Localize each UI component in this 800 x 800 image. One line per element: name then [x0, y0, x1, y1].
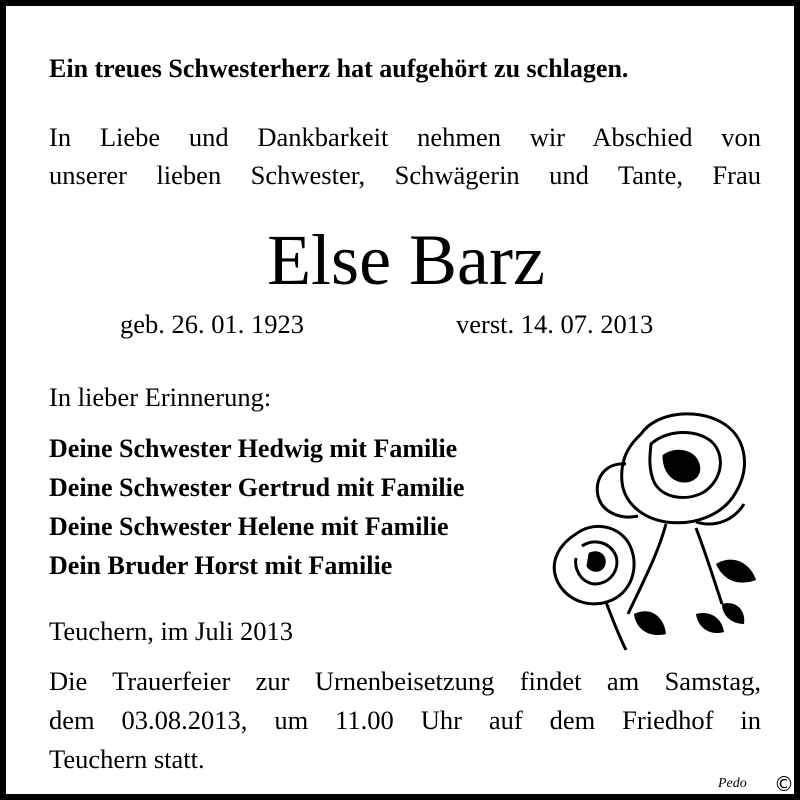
roses-icon: [546, 404, 761, 654]
headline: Ein treues Schwesterherz hat aufgehört zu schlagen.: [49, 54, 629, 83]
funeral-line: Die Trauerfeier zur Urnenbeisetzung findet am Samstag,: [49, 666, 761, 696]
funeral-line: dem 03.08.2013, um 11.00 Uhr auf dem Friedhof in: [49, 705, 761, 735]
family-entry: Deine Schwester Helene mit Familie: [49, 512, 449, 541]
intro-line: In Liebe und Dankbarkeit nehmen wir Abschied von: [49, 122, 761, 152]
birth-date: geb. 26. 01. 1923: [120, 309, 305, 339]
family-list: [49, 429, 464, 585]
death-date: verst. 14. 07. 2013: [456, 309, 654, 339]
family-entry: Dein Bruder Horst mit Familie: [49, 551, 393, 580]
family-entry: Deine Schwester Hedwig mit Familie: [49, 434, 458, 463]
funeral-info: [49, 662, 761, 779]
memory-label: In lieber Erinnerung:: [49, 382, 272, 412]
signature: Pedo: [718, 776, 747, 791]
copyright-mark: ©: [774, 772, 794, 796]
deceased-name: Else Barz: [267, 220, 545, 300]
intro-line: unserer lieben Schwester, Schwägerin und Tante, Frau: [49, 160, 761, 190]
place-date: Teuchern, im Juli 2013: [49, 616, 293, 646]
funeral-line: Teuchern statt.: [49, 744, 205, 774]
family-entry: Deine Schwester Gertrud mit Familie: [49, 473, 465, 502]
intro-text: [49, 118, 761, 194]
